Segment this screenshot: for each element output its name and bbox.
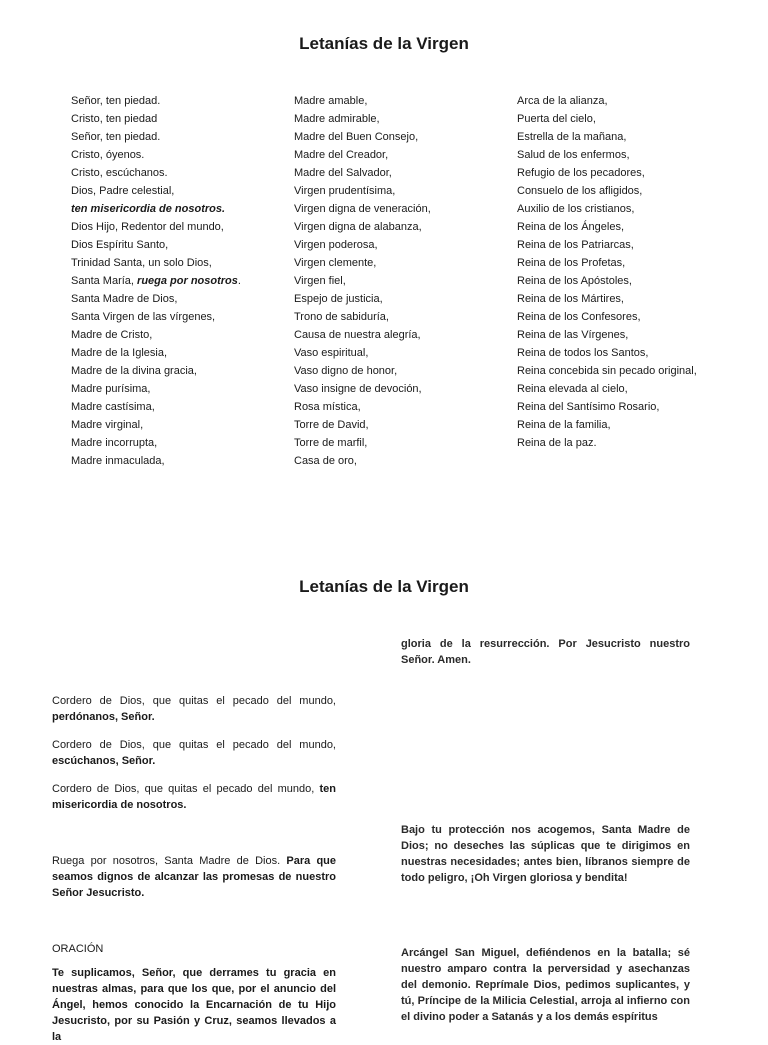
- litany-text: Dios, Padre celestial,: [71, 185, 175, 197]
- litany-line: Reina de los Confesores,: [517, 311, 641, 323]
- litany-text: Madre incorrupta,: [71, 437, 158, 449]
- litany-line: Consuelo de los afligidos,: [517, 185, 643, 197]
- litany-line: Virgen digna de veneración,: [294, 203, 431, 215]
- litany-line: Virgen poderosa,: [294, 239, 378, 251]
- litany-line: Reina de los Ángeles,: [517, 221, 625, 233]
- litany-line: Arca de la alianza,: [517, 95, 608, 107]
- litany-line: Reina del Santísimo Rosario,: [517, 401, 660, 413]
- agnus-response: ten misericordia de nosotros.: [52, 783, 336, 811]
- litany-line: Trono de sabiduría,: [294, 311, 389, 323]
- litany-line: [71, 236, 281, 254]
- litany-line: [71, 92, 281, 110]
- litany-line: [71, 290, 281, 308]
- agnus-dei-1: [52, 693, 336, 725]
- litany-line: Puerta del cielo,: [517, 113, 596, 125]
- litany-line: [71, 416, 281, 434]
- litany-text: Cristo, escúchanos.: [71, 167, 168, 179]
- litany-text: Señor, ten piedad.: [71, 95, 161, 107]
- litany-line: Reina de los Patriarcas,: [517, 239, 634, 251]
- page-title-top: Letanías de la Virgen: [299, 34, 469, 53]
- litany-line: Rosa mística,: [294, 401, 361, 413]
- litany-text: Cristo, ten piedad: [71, 113, 158, 125]
- litany-line: Torre de marfil,: [294, 437, 368, 449]
- litany-line: Reina de la familia,: [517, 419, 611, 431]
- litany-text: Cristo, óyenos.: [71, 149, 145, 161]
- litany-text: Señor, ten piedad.: [71, 131, 161, 143]
- oracion-heading: ORACIÓN: [52, 943, 104, 955]
- agnus-call: Cordero de Dios, que quitas el pecado del mundo,: [52, 695, 336, 707]
- litany-line: [71, 182, 281, 200]
- litany-line: [71, 362, 281, 380]
- litany-text: Madre castísima,: [71, 401, 155, 413]
- litany-text: Madre inmaculada,: [71, 455, 165, 467]
- litany-line: [71, 146, 281, 164]
- litany-line: [71, 254, 281, 272]
- litany-line: Madre amable,: [294, 95, 368, 107]
- litany-text: .: [237, 275, 241, 287]
- litany-line: Virgen fiel,: [294, 275, 346, 287]
- gloria-paragraph: gloria de la resurrección. Por Jesucristo nuestro Señor. Amen.: [401, 638, 690, 666]
- litany-line: [71, 200, 281, 218]
- litany-column-1: [71, 92, 281, 470]
- agnus-call: Cordero de Dios, que quitas el pecado del mundo,: [52, 739, 336, 751]
- agnus-response: escúchanos, Señor.: [52, 755, 156, 767]
- litany-response: ten misericordia de nosotros.: [71, 203, 226, 215]
- litany-line: [71, 380, 281, 398]
- litany-line: Reina de las Vírgenes,: [517, 329, 629, 341]
- agnus-dei-3: [52, 781, 336, 813]
- litany-line: [71, 344, 281, 362]
- litany-line: [71, 398, 281, 416]
- litany-line: Reina de los Apóstoles,: [517, 275, 632, 287]
- litany-line: [71, 308, 281, 326]
- san-miguel-paragraph: Arcángel San Miguel, defiéndenos en la batalla; sé nuestro amparo contra la perversidad y asechanzas del demonio. Reprímale Dios, pedimos suplicantes, y tú, Príncipe de la Milicia Celestial, arroja al infierno con el divino poder a Satanás y a los demás espíritus: [401, 947, 690, 1023]
- litany-line: [71, 164, 281, 182]
- agnus-dei-2: [52, 737, 336, 769]
- litany-line: [71, 128, 281, 146]
- litany-text: Santa María,: [71, 275, 138, 287]
- litany-line: Reina de todos los Santos,: [517, 347, 649, 359]
- ruega-call: Ruega por nosotros, Santa Madre de Dios.: [52, 855, 281, 867]
- ruega-response: Para que seamos dignos de alcanzar las promesas de nuestro Señor Jesucristo.: [52, 855, 337, 899]
- litany-text: Madre de la Iglesia,: [71, 347, 167, 359]
- litany-response: ruega por nosotros: [137, 275, 238, 287]
- litany-line: Estrella de la mañana,: [517, 131, 627, 143]
- page-title-bottom: Letanías de la Virgen: [299, 577, 469, 596]
- litany-line: [71, 272, 281, 290]
- litany-line: Reina concebida sin pecado original,: [517, 365, 697, 377]
- litany-line: [71, 452, 281, 470]
- litany-line: Auxilio de los cristianos,: [517, 203, 635, 215]
- litany-line: [71, 326, 281, 344]
- litany-line: Vaso digno de honor,: [294, 365, 398, 377]
- litany-line: [71, 218, 281, 236]
- litany-line: [71, 434, 281, 452]
- ruega-paragraph: [52, 853, 336, 901]
- litany-line: Vaso espiritual,: [294, 347, 369, 359]
- litany-text: Trinidad Santa, un solo Dios,: [71, 257, 212, 269]
- litany-column-2: [294, 92, 504, 470]
- litany-line: Torre de David,: [294, 419, 369, 431]
- litany-line: Reina de los Mártires,: [517, 293, 624, 305]
- bajo-tu-proteccion-paragraph: Bajo tu protección nos acogemos, Santa Madre de Dios; no deseches las súplicas que te dirigimos en nuestras necesidades; antes bien, líbranos siempre de todo peligro, ¡Oh Virgen gloriosa y bendita!: [401, 824, 690, 884]
- litany-line: Casa de oro,: [294, 455, 357, 467]
- litany-line: Virgen clemente,: [294, 257, 377, 269]
- litany-text: Madre de la divina gracia,: [71, 365, 197, 377]
- oracion-text: Te suplicamos, Señor, que derrames tu gracia en nuestras almas, para que los que, por el anuncio del Ángel, hemos conocido la Encarnación de tu Hijo Jesucristo, por su Pasión y Cruz, seamos llevados a la: [52, 967, 336, 1043]
- litany-line: Vaso insigne de devoción,: [294, 383, 422, 395]
- litany-column-3: [517, 92, 747, 452]
- litany-text: Santa Virgen de las vírgenes,: [71, 311, 216, 323]
- litany-line: Reina de los Profetas,: [517, 257, 626, 269]
- litany-line: Virgen digna de alabanza,: [294, 221, 422, 233]
- agnus-response: perdónanos, Señor.: [52, 711, 155, 723]
- litany-text: Dios Hijo, Redentor del mundo,: [71, 221, 224, 233]
- litany-text: Madre purísima,: [71, 383, 151, 395]
- litany-line: Espejo de justicia,: [294, 293, 383, 305]
- litany-line: Salud de los enfermos,: [517, 149, 630, 161]
- litany-line: Reina de la paz.: [517, 437, 597, 449]
- litany-line: Refugio de los pecadores,: [517, 167, 645, 179]
- litany-line: Virgen prudentísima,: [294, 185, 396, 197]
- litany-line: Madre admirable,: [294, 113, 380, 125]
- litany-text: Madre virginal,: [71, 419, 144, 431]
- agnus-call: Cordero de Dios, que quitas el pecado del mundo,: [52, 783, 315, 795]
- litany-text: Dios Espíritu Santo,: [71, 239, 169, 251]
- litany-line: Causa de nuestra alegría,: [294, 329, 421, 341]
- litany-line: [71, 110, 281, 128]
- litany-line: Madre del Creador,: [294, 149, 389, 161]
- litany-line: Madre del Buen Consejo,: [294, 131, 419, 143]
- litany-text: Madre de Cristo,: [71, 329, 153, 341]
- litany-line: Madre del Salvador,: [294, 167, 392, 179]
- litany-line: Reina elevada al cielo,: [517, 383, 628, 395]
- litany-text: Santa Madre de Dios,: [71, 293, 178, 305]
